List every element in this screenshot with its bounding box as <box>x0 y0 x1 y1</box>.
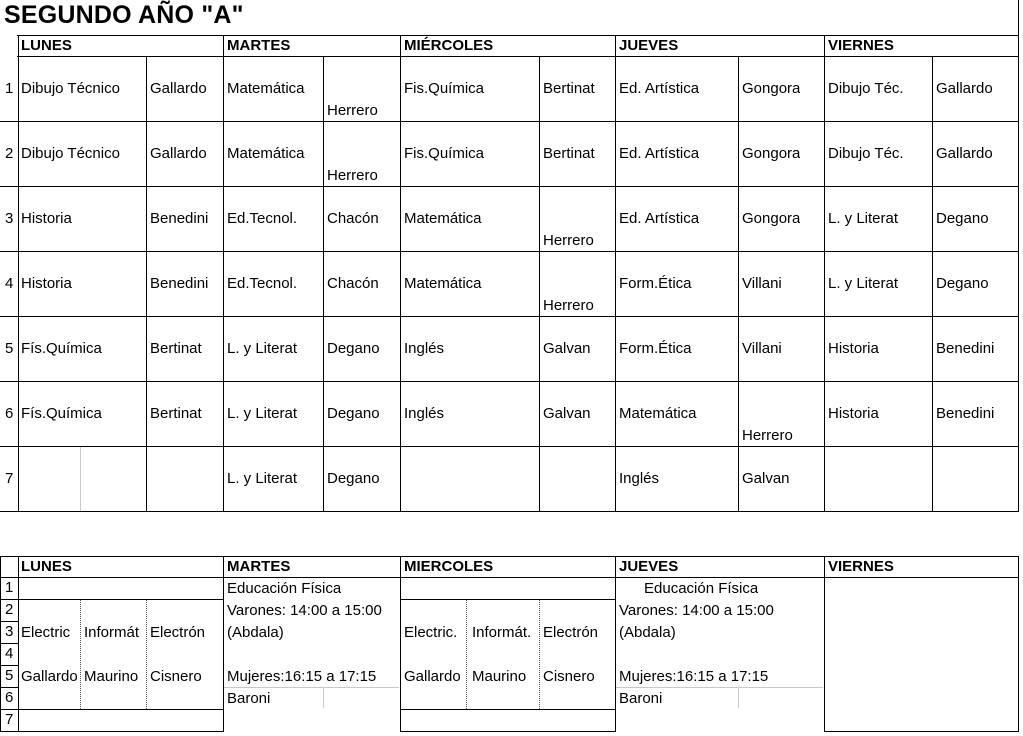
day-separator <box>223 556 224 732</box>
row-line <box>0 665 19 666</box>
bottom-line <box>824 731 1019 732</box>
subject-cell: Dibujo Técnico <box>21 80 120 97</box>
elective-subject: Electrón <box>150 624 206 641</box>
row-line <box>0 599 19 600</box>
faint-line <box>80 447 81 511</box>
subject-cell: Ed. Artística <box>619 210 700 227</box>
day-separator <box>824 556 825 732</box>
teacher-cell: Herrero <box>543 232 594 249</box>
faint-line <box>616 687 823 688</box>
teacher-cell: Bertinat <box>150 405 202 422</box>
teacher-cell: Gallardo <box>936 80 993 97</box>
subject-cell: Dibujo Téc. <box>828 145 904 162</box>
teacher-cell: Bertinat <box>150 340 202 357</box>
day-header: VIERNES <box>828 37 894 54</box>
subject-cell: L. y Literat <box>227 405 298 422</box>
day-separator <box>824 35 825 512</box>
bottom-line <box>0 731 224 732</box>
subject-cell: Matemática <box>227 80 305 97</box>
teacher-cell: Herrero <box>543 297 594 314</box>
period-number: 1 <box>5 80 14 97</box>
row-line <box>0 186 1019 187</box>
period-number: 5 <box>5 340 14 357</box>
teacher-cell: Herrero <box>327 102 378 119</box>
day-header: JUEVES <box>619 37 679 54</box>
pe-info: Baroni <box>227 690 271 707</box>
teacher-cell: Benedini <box>936 340 995 357</box>
period-number: 4 <box>5 645 14 662</box>
teacher-cell: Degano <box>936 210 989 227</box>
faint-line <box>224 687 399 688</box>
teacher-cell: Benedini <box>150 275 209 292</box>
subject-cell: Ed.Tecnol. <box>227 275 298 292</box>
subject-cell: Fis.Química <box>404 80 485 97</box>
teacher-cell: Degano <box>327 470 380 487</box>
pe-info: Educación Física <box>644 580 759 597</box>
elective-teacher: Gallardo <box>404 668 461 685</box>
day-separator <box>615 35 616 512</box>
subject-cell: Ed. Artística <box>619 145 700 162</box>
pe-info: Baroni <box>619 690 663 707</box>
pe-info: Varones: 14:00 a 15:00 <box>619 602 774 619</box>
teacher-cell: Galvan <box>543 405 591 422</box>
elective-subject: Informát <box>84 624 140 641</box>
day-separator <box>400 35 401 512</box>
header-bottom-line <box>17 56 1019 57</box>
pe-info: (Abdala) <box>227 624 284 641</box>
elective-subject: Electrón <box>543 624 599 641</box>
left-border <box>0 556 1 732</box>
period-number: 6 <box>5 405 14 422</box>
subject-cell: Fis.Química <box>404 145 485 162</box>
elective-teacher: Maurino <box>84 668 139 685</box>
period-number: 7 <box>5 470 14 487</box>
period-number: 3 <box>5 210 14 227</box>
row-line <box>0 687 19 688</box>
right-border <box>1018 0 1019 512</box>
header-top-line <box>17 35 1019 36</box>
day-separator <box>400 556 401 732</box>
teacher-cell: Galvan <box>742 470 790 487</box>
row-line <box>0 643 19 644</box>
day-header: MARTES <box>227 37 291 54</box>
day-header: MIÉRCOLES <box>404 37 494 54</box>
elective-teacher: Maurino <box>472 668 527 685</box>
teacher-cell: Benedini <box>936 405 995 422</box>
subject-cell: L. y Literat <box>828 275 899 292</box>
elective-subject: Electric <box>21 624 71 641</box>
row-line <box>400 599 616 600</box>
row-line <box>0 511 1019 512</box>
faint-line <box>738 688 739 708</box>
elective-teacher: Cisnero <box>150 668 202 685</box>
dotted-separator <box>146 600 147 709</box>
subject-cell: Historia <box>21 275 72 292</box>
subject-cell: Ed.Tecnol. <box>227 210 298 227</box>
day-header: JUEVES <box>619 558 679 575</box>
pe-info: Mujeres:16:15 a 17:15 <box>227 668 377 685</box>
teacher-cell: Herrero <box>742 427 793 444</box>
teacher-cell: Benedini <box>150 210 209 227</box>
period-number: 2 <box>5 601 14 618</box>
day-header: MIERCOLES <box>404 558 494 575</box>
teacher-cell: Degano <box>327 405 380 422</box>
pe-info: (Abdala) <box>619 624 676 641</box>
day-separator <box>223 35 224 512</box>
row-line <box>18 709 224 710</box>
teacher-cell: Bertinat <box>543 80 595 97</box>
col-line <box>539 56 540 512</box>
header-bottom-line <box>0 577 1019 578</box>
subject-cell: L. y Literat <box>227 470 298 487</box>
header-top-line <box>0 556 1019 557</box>
period-number: 1 <box>5 579 14 596</box>
subject-cell: Ed. Artística <box>619 80 700 97</box>
period-number: 3 <box>5 623 14 640</box>
subject-cell: Matemática <box>404 210 482 227</box>
teacher-cell: Chacón <box>327 210 379 227</box>
subject-cell: Historia <box>828 405 879 422</box>
row-line <box>0 121 1019 122</box>
subject-cell: Inglés <box>404 340 445 357</box>
row-line <box>0 381 1019 382</box>
subject-cell: Inglés <box>404 405 445 422</box>
subject-cell: Fís.Química <box>21 405 102 422</box>
elective-teacher: Gallardo <box>21 668 78 685</box>
subject-cell: Dibujo Técnico <box>21 145 120 162</box>
pe-info: Mujeres:16:15 a 17:15 <box>619 668 769 685</box>
subject-cell: Historia <box>21 210 72 227</box>
subject-cell: Fís.Química <box>21 340 102 357</box>
pe-info: Educación Física <box>227 580 342 597</box>
col-line <box>932 56 933 512</box>
teacher-cell: Bertinat <box>543 145 595 162</box>
elective-teacher: Cisnero <box>543 668 595 685</box>
teacher-cell: Gongora <box>742 80 801 97</box>
bottom-line <box>400 731 616 732</box>
teacher-cell: Gallardo <box>150 145 207 162</box>
subject-cell: Matemática <box>227 145 305 162</box>
dotted-separator <box>539 600 540 709</box>
teacher-cell: Villani <box>742 275 782 292</box>
teacher-cell: Gongora <box>742 145 801 162</box>
subject-cell: Historia <box>828 340 879 357</box>
pe-info: Varones: 14:00 a 15:00 <box>227 602 382 619</box>
row-line <box>400 709 616 710</box>
teacher-cell: Chacón <box>327 275 379 292</box>
period-number: 6 <box>5 689 14 706</box>
col-line <box>738 56 739 512</box>
row-line <box>0 709 19 710</box>
right-border <box>1018 556 1019 732</box>
teacher-cell: Villani <box>742 340 782 357</box>
row-line <box>0 316 1019 317</box>
row-line <box>18 599 224 600</box>
subject-cell: L. y Literat <box>227 340 298 357</box>
dotted-separator <box>466 600 467 709</box>
day-header: LUNES <box>21 558 72 575</box>
subject-cell: Matemática <box>619 405 697 422</box>
elective-subject: Informát. <box>472 624 532 641</box>
teacher-cell: Degano <box>936 275 989 292</box>
teacher-cell: Gallardo <box>936 145 993 162</box>
day-header: MARTES <box>227 558 291 575</box>
subject-cell: Form.Ética <box>619 340 692 357</box>
period-number: 2 <box>5 145 14 162</box>
period-number: 4 <box>5 275 14 292</box>
teacher-cell: Galvan <box>543 340 591 357</box>
teacher-cell: Herrero <box>327 167 378 184</box>
subject-cell: Inglés <box>619 470 660 487</box>
row-line <box>0 621 19 622</box>
page-title: SEGUNDO AÑO "A" <box>4 1 244 29</box>
elective-subject: Electric. <box>404 624 458 641</box>
day-header: LUNES <box>21 37 72 54</box>
day-header: VIERNES <box>828 558 894 575</box>
day-separator <box>615 556 616 732</box>
subject-cell: Form.Ética <box>619 275 692 292</box>
teacher-cell: Degano <box>327 340 380 357</box>
row-line <box>0 446 1019 447</box>
subject-cell: L. y Literat <box>828 210 899 227</box>
period-number: 5 <box>5 667 14 684</box>
col-line <box>18 556 19 732</box>
faint-line <box>323 688 324 708</box>
teacher-cell: Gongora <box>742 210 801 227</box>
col-line <box>18 35 19 512</box>
col-line <box>146 56 147 512</box>
subject-cell: Matemática <box>404 275 482 292</box>
row-line <box>0 251 1019 252</box>
teacher-cell: Gallardo <box>150 80 207 97</box>
subject-cell: Dibujo Téc. <box>828 80 904 97</box>
period-number: 7 <box>5 711 14 728</box>
col-line <box>323 56 324 512</box>
dotted-separator <box>80 600 81 709</box>
